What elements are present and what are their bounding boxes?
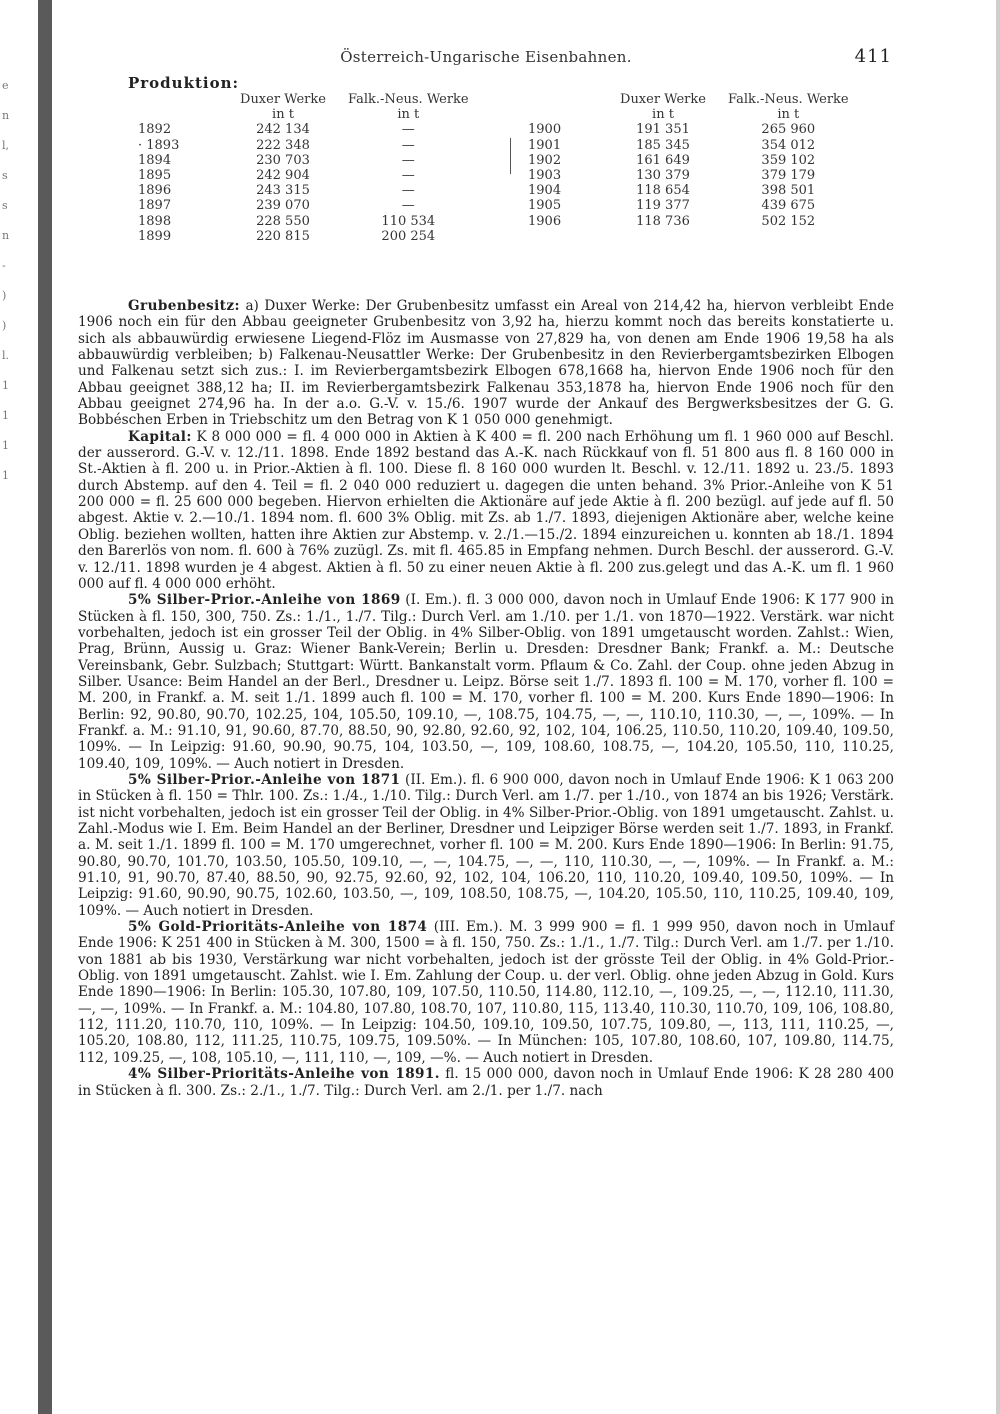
row-year: 1903 — [528, 168, 562, 184]
margin-char: s — [2, 199, 8, 212]
row-duxer-value: 242 134 — [256, 122, 310, 138]
row-duxer-value: 191 351 — [636, 122, 690, 138]
row-falk-value: — — [401, 152, 415, 168]
row-falk-value: — — [401, 198, 415, 214]
row-falk-value: 379 179 — [761, 168, 816, 184]
scan-right-edge — [996, 0, 1000, 1414]
row-falk-value: 439 675 — [761, 198, 816, 214]
margin-char: 1 — [2, 409, 9, 422]
row-falk-value: 200 254 — [381, 228, 436, 244]
row-duxer-value: 118 654 — [636, 183, 690, 199]
row-falk-value: 398 501 — [761, 183, 816, 199]
production-tables — [78, 92, 894, 298]
row-year: 1894 — [138, 152, 172, 168]
section-lead: Kapital: — [128, 428, 192, 445]
row-falk-value: 354 012 — [761, 137, 816, 153]
section-text: (I. Em.). fl. 3 000 000, davon noch in Umlauf Ende 1906: K 177 900 in Stücken à fl. 150, 300, 750. Zs.: 1./1., 1./7. Tilg.: Durch Verl. am 1./10. per 1./1. von 1870—1922. Verstärk. war nicht vorbehalten, jedoch ist ein grosser Teil der Oblig. in 4% Silber-Oblig. von 1891 umgetauscht worden. Zahlst.: Wien, Prag, Brünn, Aussig u. Graz: Wiener Bank-Verein; Berlin u. Dresden: Dresdner Bank; Frankf. a. M.: Deutsche Vereinsbank, Gebr. Sulzbach; Stuttgart: Württ. Bankanstalt vorm. Pflaum & Co. Zahl. der Coup. ohne jeden Abzug in Silber. Usance: Beim Handel an der Berl., Dresdner u. Leipz. Börse seit 1./7. 1893 fl. 100 = M. 170, vorher fl. 100 = M. 200, in Frankf. a. M. seit 1./1. 1899 auch fl. 100 = M. 170, vorher fl. 100 = M. 200. Kurs Ende 1890—1906: In Berlin: 92, 90.80, 90.70, 102.25, 104, 105.50, 109.10, —, 108.75, 104.75, —, —, 110.10, 110.30, —, —, 109%. — In Frankf. a. M.: 91.10, 91, 90.60, 87.70, 88.50, 90, 92.80, 92.60, 92, 102, 104, 106.25, 110.50, 110.20, 109.40, 109.50, 109%. — In Leipzig: 91.60, 90.90, 90.75, 104, 103.50, —, 109, 108.60, 108.75, —, 104.20, 105.50, 110, 110.25, 109.40, 109, 109%. — Auch notiert in Dresden. — [78, 592, 895, 772]
margin-char: - — [2, 259, 6, 272]
table-divider — [510, 138, 511, 174]
production-row — [138, 168, 469, 183]
margin-char: e — [2, 79, 9, 92]
row-year: 1899 — [138, 228, 172, 244]
section-text: fl. 15 000 000, davon noch in Umlauf Ende 1906: K 28 280 400 in Stücken à fl. 300. Zs.: 2./1., 1./7. Tilg.: Durch Verl. am 2./1. per 1./7. nach — [78, 1066, 894, 1099]
row-duxer-value: 130 379 — [636, 168, 690, 184]
production-row — [138, 122, 469, 137]
scan-binding-edge — [38, 0, 52, 1414]
section-paragraph — [78, 298, 894, 429]
section-lead: 5% Silber-Prior.-Anleihe von 1869 — [128, 592, 401, 609]
production-row — [528, 122, 849, 137]
row-year: 1895 — [138, 168, 172, 184]
col-unit: in t — [272, 107, 294, 123]
row-falk-value: 502 152 — [761, 213, 816, 229]
section-lead: Grubenbesitz: — [128, 298, 240, 314]
production-row — [138, 229, 469, 244]
row-falk-value: 265 960 — [761, 122, 816, 138]
row-duxer-value: 228 550 — [256, 213, 310, 229]
production-row — [528, 168, 849, 183]
margin-char: ) — [2, 319, 7, 332]
margin-char: l, — [2, 139, 10, 152]
row-year: 1902 — [528, 152, 562, 168]
body-text — [78, 298, 894, 1099]
row-falk-value: 359 102 — [761, 152, 816, 168]
section-text: K 8 000 000 = fl. 4 000 000 in Aktien à K 400 = fl. 200 nach Erhöhung um fl. 1 960 000 auf Beschl. der ausserord. G.-V. v. 12./11. 1898. Ende 1892 bestand das A.-K. nach Rückkauf von fl. 51 800 aus fl. 8 160 000 in St.-Aktien à fl. 200 u. in Prior.-Aktien à fl. 100. Diese fl. 8 160 000 wurden lt. Beschl. v. 12./11. 1892 u. 23./5. 1893 durch Abstemp. auf den 4. Teil = fl. 2 040 000 reduziert u. dagegen die unten behand. 3% Prior.-Anleihe von K 51 200 000 = fl. 25 600 000 begeben. Hiervon erhielten die Aktionäre auf jede Aktie à fl. 200 bezügl. auf jede auf fl. 50 abgest. Aktie v. 2.—10./1. 1894 nom. fl. 600 3% Oblig. mit Zs. ab 1./7. 1893, diejenigen Aktionäre aber, welche keine Oblig. beziehen wollten, hatten ihre Aktien zur Abstemp. v. 2./1.—15./2. 1894 einzureichen u. konnten ab 18./1. 1894 den Barerlös von nom. fl. 600 à 76% zuzügl. Zs. mit fl. 465.85 in Empfang nehmen. Durch Beschl. der ausserord. G.-V. v. 12./11. 1898 wurden je 4 abgest. Aktien à fl. 50 zu einer neuen Aktie à fl. 200 zus.gelegt und das A.-K. um fl. 1 960 000 auf fl. 4 000 000 erhöht. — [78, 428, 894, 592]
section-text: (III. Em.). M. 3 999 900 = fl. 1 999 950, davon noch in Umlauf Ende 1906: K 251 400 in Stücken à M. 300, 1500 = à fl. 150, 750. Zs.: 1./1., 1./7. Tilg.: Durch Verl. am 1./7. per 1./10. von 1881 ab bis 1930, Verstärkung war nicht vorbehalten, jedoch ist der grösste Teil der Oblig. in 4% Gold-Prior.-Oblig. von 1891 umgetauscht. Zahlst. wie I. Em. Zahlung der Coup. u. der verl. Oblig. ohne jeden Abzug in Gold. Kurs Ende 1890—1906: In Berlin: 105.30, 107.80, 109, 107.50, 110.50, 114.80, 112.10, —, 109.25, —, —, 112.10, 111.30, —, —, 109%. — In Frankf. a. M.: 104.80, 107.80, 108.70, 107, 110.80, 115, 113.40, 110.30, 110.70, 109, 106, 108.80, 112, 111.20, 110.70, 110, 109%. — In Leipzig: 104.50, 109.10, 109.50, 107.75, 109.80, —, 113, 111, 110.25, —, 105.20, 108.80, 112, 111.25, 110.75, 109.75, 109.50%. — In München: 105, 107.80, 108.60, 107, 109.80, 114.75, 112, 109.25, —, 108, 105.10, —, 111, 110, —, 109, —%. — Auch notiert in Dresden. — [78, 919, 894, 1066]
col-duxer: Duxer Werke — [240, 92, 326, 107]
section-text: (II. Em.). fl. 6 900 000, davon noch in Umlauf Ende 1906: K 1 063 200 in Stücken à fl. 150 = Thlr. 100. Zs.: 1./4., 1./10. Tilg.: Durch Verl. am 1./7. per 1./10., von 1874 an bis 1926; Verstärk. ist nicht vorbehalten, jedoch ist ein grosser Teil der Oblig. in 4% Silber-Prior.-Oblig. von 1891 umgetauscht. Zahlst. u. Zahl.-Modus wie I. Em. Beim Handel an der Berliner, Dresdner und Leipziger Börse werden seit 1./7. 1893, in Frankf. a. M. seit 1./1. 1899 fl. 100 = M. 170 umgerechnet, vorher fl. 100 = M. 200. Kurs Ende 1890—1906: In Berlin: 91.75, 90.80, 90.70, 101.70, 103.50, 105.50, 109.10, —, —, 104.75, —, —, 110, 110.30, —, —, 109%. — In Frankf. a. M.: 91.10, 91, 90.70, 87.40, 88.50, 90, 92.75, 92.60, 92, 102, 104, 106.20, 110, 110.20, 109.40, 109.50, 109%. — In Leipzig: 91.60, 90.90, 90.75, 102.60, 103.50, —, 109, 108.50, 108.75, —, 104.20, 105.50, 110, 110.25, 109.40, 109, 109%. — Auch notiert in Dresden. — [78, 771, 894, 919]
col-falk: Falk.-Neus. Werke — [348, 92, 469, 107]
running-head — [78, 40, 894, 68]
row-year: 1897 — [138, 198, 172, 214]
row-year: 1904 — [528, 183, 562, 199]
production-table-right — [528, 92, 849, 229]
row-duxer-value: 239 070 — [256, 198, 310, 214]
row-falk-value: 110 534 — [381, 213, 436, 229]
row-duxer-value: 119 377 — [636, 198, 690, 214]
production-row — [138, 214, 469, 229]
production-table-left — [138, 92, 469, 244]
production-row — [528, 198, 849, 213]
row-year: 1906 — [528, 213, 562, 229]
row-year: 1892 — [138, 122, 172, 138]
section-lead: 5% Silber-Prior.-Anleihe von 1871 — [128, 771, 401, 788]
section-paragraph — [78, 592, 894, 772]
row-year: 1901 — [528, 137, 562, 153]
running-title: Österreich-Ungarische Eisenbahnen. — [340, 48, 632, 66]
col-unit: in t — [397, 107, 420, 123]
production-heading: Produktion: — [128, 74, 240, 92]
section-lead: 5% Gold-Prioritäts-Anleihe von 1874 — [128, 919, 428, 936]
production-row — [138, 153, 469, 168]
row-falk-value: — — [401, 183, 415, 199]
row-year: 1898 — [138, 213, 172, 229]
production-row — [528, 183, 849, 198]
col-unit: in t — [777, 107, 800, 123]
row-year: 1905 — [528, 198, 562, 214]
section-paragraph — [78, 772, 894, 919]
row-year: 1900 — [528, 122, 562, 138]
section-paragraph — [78, 429, 894, 592]
production-row — [528, 153, 849, 168]
production-row — [138, 183, 469, 198]
margin-char: n — [2, 109, 10, 122]
margin-char: l. — [2, 349, 10, 362]
row-falk-value: — — [401, 122, 415, 138]
row-falk-value: — — [401, 168, 415, 184]
production-row — [138, 198, 469, 213]
row-duxer-value: 118 736 — [636, 213, 690, 229]
row-duxer-value: 161 649 — [636, 152, 690, 168]
margin-char: s — [2, 169, 8, 182]
row-duxer-value: 243 315 — [256, 183, 310, 199]
row-duxer-value: 220 815 — [256, 228, 310, 244]
row-duxer-value: 185 345 — [636, 137, 690, 153]
section-lead: 4% Silber-Prioritäts-Anleihe von 1891. — [128, 1066, 440, 1083]
row-falk-value: — — [401, 137, 415, 153]
page — [78, 40, 894, 1099]
margin-char: ) — [2, 289, 7, 302]
section-paragraph — [78, 1066, 894, 1099]
col-falk: Falk.-Neus. Werke — [728, 92, 849, 107]
row-duxer-value: 230 703 — [256, 152, 310, 168]
row-year: 1896 — [138, 183, 172, 199]
section-text: a) Duxer Werke: Der Grubenbesitz umfasst ein Areal von 214,42 ha, hiervon verbleibt Ende 1906 noch ein für den Abbau geeigneter Grubenbesitz von 3,92 ha, hierzu kommt noch das bereits konstatierte u. sich als abbauwürdig erwiesene Liegend-Flöz im Ausmasse von 27,829 ha, von denen am Ende 1906 19,58 ha als abbauwürdig verbleiben; b) Falkenau-Neusattler Werke: Der Grubenbesitz in den Revierbergamtsbezirken Elbogen und Falkenau setzt sich zus.: I. im Revierbergamtsbezirk Elbogen 678,1668 ha, hiervon Ende 1906 noch für den Abbau geeignet 388,12 ha; II. im Revierbergamtsbezirk Falkenau 353,1878 ha, hiervon Ende 1906 noch für den Abbau geeignet 274,96 ha. In der a.o. G.-V. v. 15./6. 1907 wurde der Ankauf des Bergwerksbesitzes der G. G. Bobbéschen Erben in Triebschitz um den Betrag von K 1 050 000 genehmigt. — [78, 298, 894, 429]
margin-char: 1 — [2, 439, 9, 452]
row-duxer-value: 222 348 — [256, 137, 310, 153]
col-unit: in t — [652, 107, 674, 123]
page-number: 411 — [854, 46, 892, 67]
production-row — [528, 214, 849, 229]
production-row — [528, 138, 849, 153]
col-duxer: Duxer Werke — [620, 92, 706, 107]
row-duxer-value: 242 904 — [256, 168, 310, 184]
margin-char: 1 — [2, 379, 9, 392]
margin-char: 1 — [2, 469, 9, 482]
production-row — [138, 138, 469, 153]
margin-char: n — [2, 229, 10, 242]
section-paragraph — [78, 919, 894, 1066]
row-year: · 1893 — [138, 137, 180, 153]
